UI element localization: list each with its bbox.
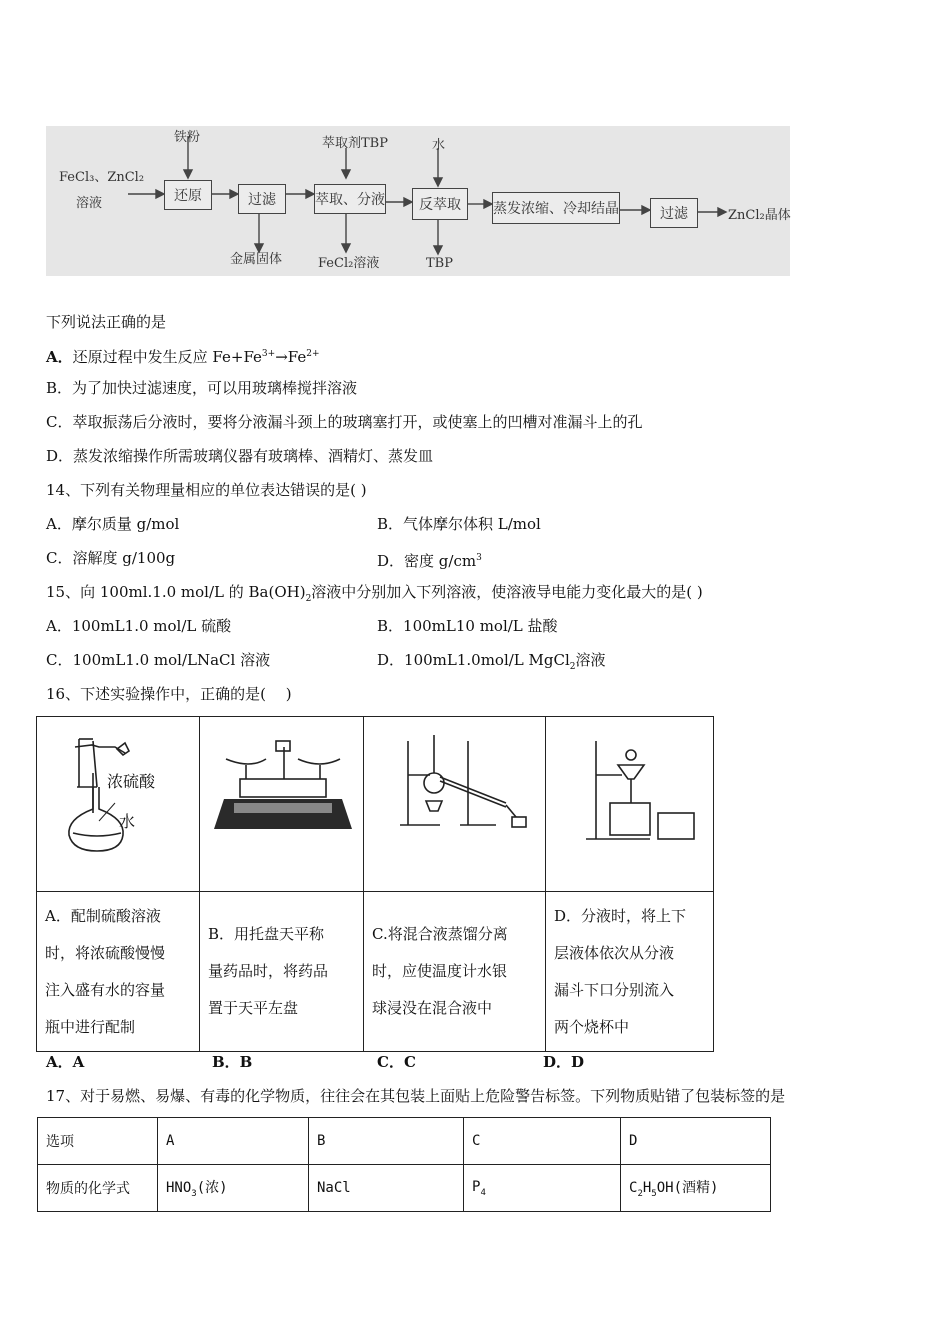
- opt-b-line-2: 量药品时，将药品: [208, 962, 329, 980]
- opt-b-line-3: 置于天平左盘: [208, 999, 299, 1017]
- cell-b-formula: NaCl: [309, 1165, 464, 1212]
- q13-option-d: D．蒸发浓缩操作所需玻璃仪器有玻璃棒、酒精灯、蒸发皿: [46, 447, 434, 465]
- q15-option-c: C．100mL1.0 mol/LNaCl 溶液: [46, 651, 271, 669]
- opt-d-line-1: D．分液时，将上下: [554, 906, 687, 925]
- q15-option-b: B．100mL10 mol/L 盐酸: [377, 617, 558, 635]
- q17-table: [37, 1117, 771, 1212]
- water-label-fig: 水: [119, 812, 136, 831]
- step-filter-2: 过滤: [650, 198, 698, 228]
- conc-sulfuric-label: 浓硫酸: [107, 772, 156, 791]
- cell-a-formula: $HNO_3$(浓): [158, 1165, 309, 1212]
- header-d: D: [621, 1118, 771, 1165]
- cell-c-formula: $P_4$: [464, 1165, 621, 1212]
- q15-stem: 15、向 100ml.1.0 mol/L 的 $Ba(OH)_2$溶液中分别加入下列溶液，使溶液导电能力变化最大的是( ): [46, 583, 703, 604]
- option-a-cell: [37, 892, 200, 1052]
- option-d-cell: [546, 892, 714, 1052]
- opt-a-line-1: A．配制硫酸溶液: [45, 906, 161, 925]
- q15-option-d: D．100mL1.0mol/L MgCl$_2$溶液: [377, 651, 606, 672]
- option-c-cell: [364, 892, 546, 1052]
- fig-b-cell: [200, 717, 364, 892]
- header-c: C: [464, 1118, 621, 1165]
- q16-choice-a: A．A: [46, 1053, 85, 1071]
- q14-option-b: B．气体摩尔体积 L/mol: [377, 515, 541, 533]
- opt-d-line-3: 漏斗下口分别流入: [554, 980, 675, 999]
- header-option: 选项: [38, 1118, 158, 1165]
- tbp-extractant-label: 萃取剂TBP: [322, 136, 388, 151]
- row-label-formula: 物质的化学式: [38, 1165, 158, 1212]
- water-label: 水: [432, 138, 446, 153]
- q16-choice-d: D．D: [543, 1053, 585, 1071]
- header-b: B: [309, 1118, 464, 1165]
- step-back-extraction: 反萃取: [412, 188, 468, 220]
- opt-c-line-2: 时，应使温度计水银: [372, 962, 508, 980]
- process-flowchart: [46, 126, 790, 276]
- q14-option-c: C．溶解度 g/100g: [46, 549, 176, 567]
- step-filter-1: 过滤: [238, 184, 286, 214]
- cell-d-formula: $C_2H_5OH$(酒精): [621, 1165, 771, 1212]
- tray-balance-figure: [200, 717, 362, 887]
- distillation-figure: [364, 717, 544, 887]
- q17-stem: 17、对于易燃、易爆、有毒的化学物质，往往会在其包装上面贴上危险警告标签。下列物质贴错了包装标签的是: [46, 1087, 786, 1105]
- opt-c-line-1: C.将混合液蒸馏分离: [372, 925, 508, 943]
- q16-stem: 16、下述实验操作中，正确的是( ): [46, 685, 292, 703]
- q16-choice-b: B．B: [212, 1053, 253, 1071]
- opt-c-line-3: 球浸没在混合液中: [372, 999, 493, 1017]
- separatory-funnel-figure: [546, 717, 712, 887]
- step-evaporation: 蒸发浓缩、冷却结晶: [492, 192, 620, 224]
- q13-option-c: C．萃取振荡后分液时，要将分液漏斗颈上的玻璃塞打开，或使塞上的凹槽对准漏斗上的孔: [46, 413, 643, 431]
- start-label: FeCl₃、ZnCl₂: [59, 170, 145, 185]
- opt-d-line-4: 两个烧杯中: [554, 1017, 630, 1036]
- option-b-cell: [200, 892, 364, 1052]
- q13-stem: 下列说法正确的是: [46, 313, 167, 331]
- metal-solid-label: 金属固体: [230, 252, 283, 267]
- header-a: A: [158, 1118, 309, 1165]
- q16-choice-c: C．C: [377, 1053, 416, 1071]
- q16-experiment-table: [36, 716, 714, 1052]
- volumetric-flask-figure: [37, 717, 197, 887]
- opt-a-line-3: 注入盛有水的容量: [45, 980, 166, 999]
- tbp-output-label: TBP: [426, 256, 453, 271]
- q14-option-a: A．摩尔质量 g/mol: [46, 515, 180, 533]
- opt-a-line-4: 瓶中进行配制: [45, 1017, 136, 1036]
- q14-option-d: D．密度 $g/cm^3$: [377, 552, 482, 570]
- q15-option-a: A．100mL1.0 mol/L 硫酸: [46, 617, 232, 635]
- fecl2-label: FeCl₂溶液: [318, 256, 380, 271]
- iron-powder-label: 铁粉: [174, 130, 201, 145]
- fig-c-cell: [364, 717, 546, 892]
- q13-option-b: B．为了加快过滤速度，可以用玻璃棒搅拌溶液: [46, 379, 358, 397]
- fig-d-cell: [546, 717, 714, 892]
- opt-a-line-2: 时，将浓硫酸慢慢: [45, 943, 166, 962]
- q13-option-a: A．还原过程中发生反应 $Fe+Fe^{3+}\to Fe^{2+}$: [46, 348, 320, 366]
- step-reduction: 还原: [164, 180, 212, 210]
- opt-b-line-1: B．用托盘天平称: [208, 925, 325, 943]
- opt-d-line-2: 层液体依次从分液: [554, 943, 675, 962]
- start-label-2: 溶液: [76, 196, 103, 211]
- zncl2-crystal-label: ZnCl₂晶体: [728, 208, 791, 223]
- q14-stem: 14、下列有关物理量相应的单位表达错误的是( ): [46, 481, 367, 499]
- fig-a-cell: [37, 717, 200, 892]
- step-extraction: 萃取、分液: [314, 184, 386, 214]
